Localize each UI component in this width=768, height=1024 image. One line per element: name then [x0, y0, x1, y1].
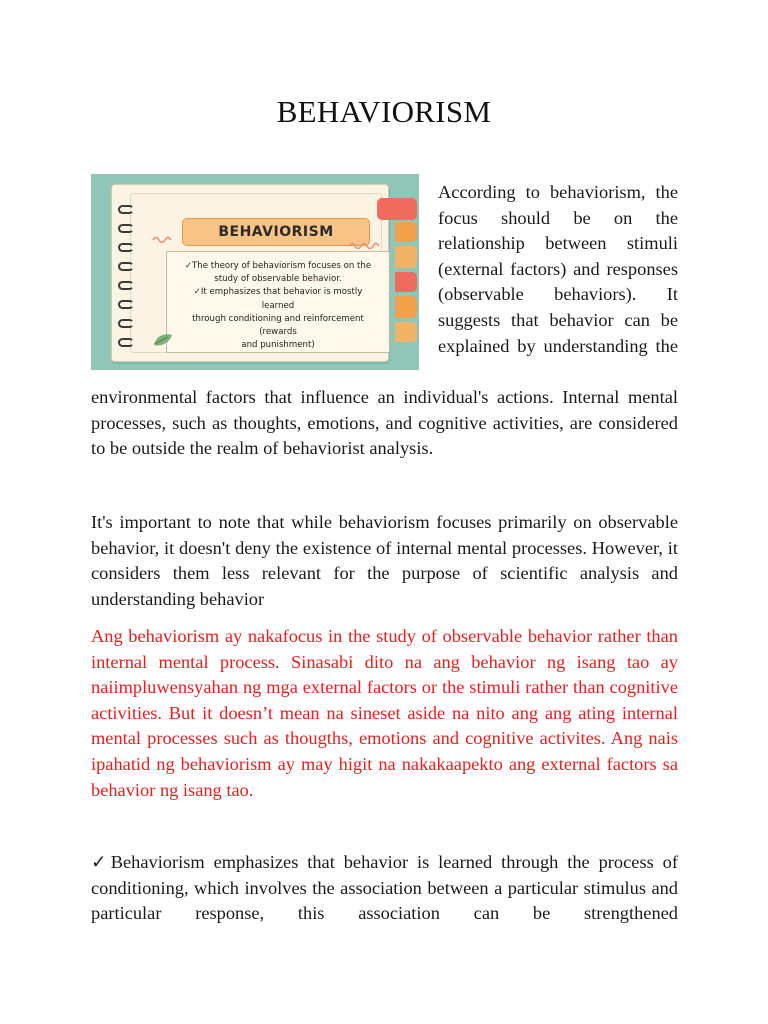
notebook-tab-red	[377, 198, 417, 220]
notebook-tab-orange	[395, 322, 417, 342]
squiggle-decoration-icon	[348, 241, 382, 251]
notebook-tab-orange	[395, 222, 417, 242]
paragraph-intro-continued: environmental factors that influence an individual's actions. Internal mental processes, such as thoughts, emotions, and cognitive activities, are considered to be outside the realm of behaviorist analysis.	[91, 387, 678, 459]
figure-line: through conditioning and reinforcement (rewards	[192, 313, 364, 338]
figure-line: ✓It emphasizes that behavior is mostly learned	[193, 287, 363, 311]
behaviorism-figure	[91, 174, 419, 370]
notebook-tab-orange	[395, 246, 417, 268]
figure-line: and punishment)	[241, 340, 315, 351]
paragraph-note: It's important to note that while behaviorism focuses primarily on observable behavior, it doesn't deny the existence of internal mental processes. However, it considers them less relevant for the purpose of scientific analysis and understanding behavior	[91, 512, 678, 609]
paragraph-intro-right: According to behaviorism, the focus should be on the relationship between stimuli (external factors) and responses (observable behaviors). It suggests that behavior can be explained by understanding the	[438, 182, 678, 356]
paragraph-filipino-explanation: Ang behaviorism ay nakafocus in the study of observable behavior rather than internal mental process. Sinasabi dito na ang behavior ng isang tao ay naiimpluwensyahan ng mga external factors or the stimuli rather than cognitive activities. But it doesn’t mean na sineset aside na nito ang ang ating internal mental processes such as thougths, emotions and cognitive activites. Ang nais ipahatid ng behaviorism ay may higit na nakakaapekto ang external factors sa behavior ng isang tao.	[91, 626, 678, 800]
notebook-tab-red	[395, 272, 417, 292]
figure-line: study of observable behavior.	[214, 274, 342, 285]
figure-text-box	[166, 251, 390, 353]
figure-line: ✓The theory of behaviorism focuses on the	[184, 261, 372, 271]
notebook-tab-orange	[395, 296, 417, 318]
paragraph-conditioning: ✓Behaviorism emphasizes that behavior is learned through the process of conditioning, which involves the association between a particular stimulus and particular response, this association can be strengthened	[91, 852, 678, 924]
squiggle-decoration-icon	[152, 235, 174, 245]
spiral-binding-icon	[118, 205, 134, 355]
leaf-icon	[152, 333, 174, 347]
notebook-card	[111, 184, 389, 362]
document-title: BEHAVIORISM	[276, 94, 492, 129]
figure-heading: BEHAVIORISM	[182, 218, 370, 246]
